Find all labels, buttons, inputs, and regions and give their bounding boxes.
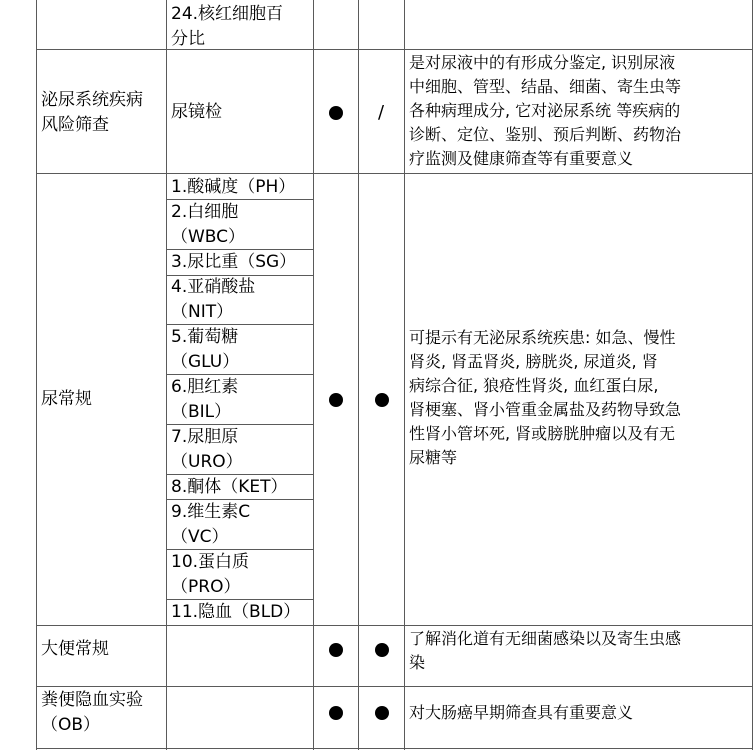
description-fecal-occult-blood: 对大肠癌早期筛查具有重要意义 [409,703,634,722]
description-line: 肾炎, 肾盂肾炎, 膀胱炎, 尿道炎, 肾 [409,352,658,371]
description-line: 肾梗塞、肾小管重金属盐及药物导致急 [409,400,682,419]
item-line: 4.亚硝酸盐 [171,277,256,297]
column-divider [166,0,167,750]
item-24 [171,2,283,52]
description-urinalysis [409,326,681,470]
not-included-mark: / [377,102,385,123]
urinalysis-item [171,375,238,425]
column-divider [404,0,405,750]
item-line: 1.酸碱度（PH） [171,177,296,197]
description-line: 可提示有无泌尿系统疾患: 如急、慢性 [409,328,676,347]
table-border-bottom [36,748,753,749]
category-stool-routine: 大便常规 [41,639,109,659]
urinalysis-item [171,500,250,550]
description-line: 各种病理成分, 它对泌尿系统 等疾病的 [409,101,681,120]
item-line: 5.葡萄糖 [171,327,239,347]
item-line: （VC） [171,527,229,547]
item-line: 9.维生素C [171,502,251,522]
urinalysis-item [171,200,245,250]
description-line: 病综合征, 狼疮性肾炎, 血红蛋白尿, [409,376,659,395]
category-line: 粪便隐血实验 [41,690,143,710]
item-line: 10.蛋白质 [171,552,250,572]
item-urine-microscopy: 尿镜检 [171,102,222,122]
item-line: 6.胆红素 [171,377,239,397]
category-line: （OB） [41,715,101,735]
category-fecal-occult-blood [41,688,143,738]
item-line: （BIL） [171,402,232,422]
included-mark [329,706,343,720]
included-mark [375,643,389,657]
description-line: 了解消化道有无细菌感染以及寄生虫感 [409,629,682,648]
urinalysis-item [171,425,243,475]
category-line: 泌尿系统疾病 [41,90,143,110]
description-line: 中细胞、管型、结晶、细菌、寄生虫等 [409,77,682,96]
urinalysis-item [171,175,295,200]
item-line: （NIT） [171,302,234,322]
included-mark [375,393,389,407]
item-line: （GLU） [171,352,240,372]
included-mark [375,706,389,720]
item-line: 8.酮体（KET） [171,477,288,497]
category-line: 风险筛查 [41,115,109,135]
included-mark [329,393,343,407]
urinalysis-item [171,475,288,500]
column-divider [313,0,314,750]
urinalysis-item [171,550,249,600]
item-line: 11.隐血（BLD） [171,602,301,622]
category-urinary-screening [41,88,143,138]
category-urinalysis: 尿常规 [41,389,92,409]
row-divider [36,686,753,687]
included-mark [329,106,343,120]
item-line: 7.尿胆原 [171,427,239,447]
description-line: 疗监测及健康筛查等有重要意义 [409,149,634,168]
table-border-left [36,0,37,750]
description-stool-routine [409,627,681,675]
description-line: 染 [409,653,426,672]
item-line: （URO） [171,452,243,472]
column-divider [358,0,359,750]
item-line: （WBC） [171,227,246,247]
item-24-line: 分比 [171,29,205,49]
urinalysis-item [171,250,296,275]
urinalysis-item [171,600,300,625]
urinalysis-item [171,275,255,325]
description-line: 诊断、定位、鉴别、预后判断、药物治 [409,125,682,144]
included-mark [329,643,343,657]
row-divider [36,173,753,174]
description-line: 尿糖等 [409,448,458,467]
description-urinary-screening [409,51,681,171]
description-line: 是对尿液中的有形成分鉴定, 识别尿液 [409,53,676,72]
item-line: 2.白细胞 [171,202,239,222]
item-24-line: 24.核红细胞百 [171,4,284,24]
urinalysis-item [171,325,239,375]
row-divider [36,625,753,626]
row-divider [36,49,753,50]
description-line: 性肾小管坏死, 肾或膀胱肿瘤以及有无 [409,424,676,443]
item-line: 3.尿比重（SG） [171,252,297,272]
item-line: （PRO） [171,577,241,597]
